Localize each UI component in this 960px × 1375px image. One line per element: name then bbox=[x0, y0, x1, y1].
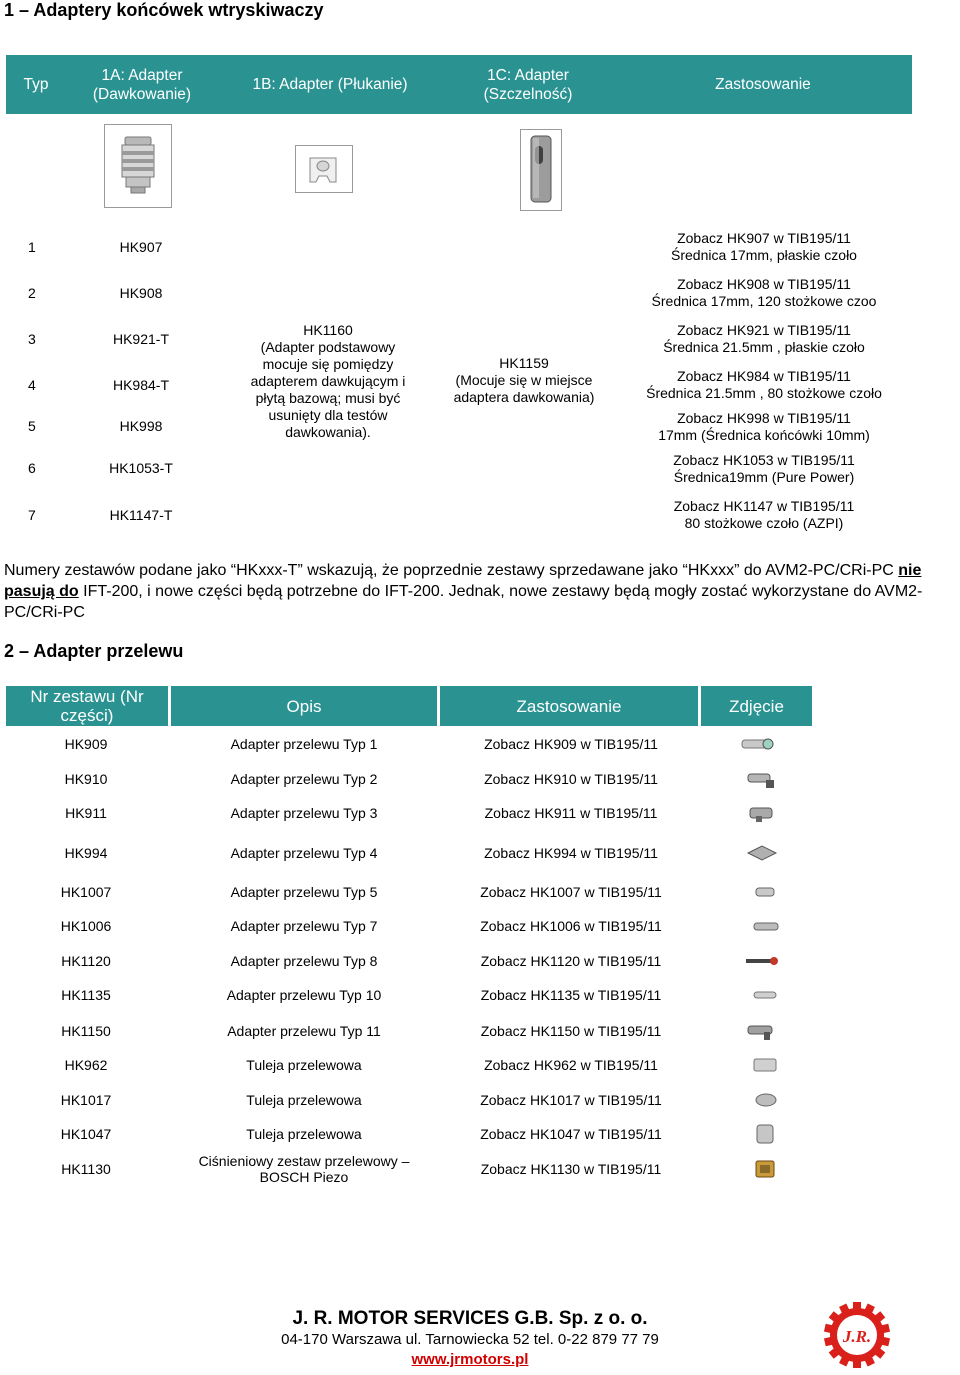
table-row bbox=[6, 946, 812, 976]
adapter-1c-image bbox=[520, 129, 562, 211]
adapter-1b-image bbox=[295, 145, 353, 193]
section-2-title: 2 – Adapter przelewu bbox=[4, 641, 184, 661]
part-photo bbox=[738, 733, 778, 755]
kit-code: HK1120 bbox=[61, 953, 111, 969]
table2-header bbox=[6, 686, 812, 726]
header-opis: Opis bbox=[171, 686, 437, 726]
description: Tuleja przelewowa bbox=[246, 1057, 362, 1073]
table-row bbox=[6, 877, 812, 907]
table-row bbox=[6, 1085, 812, 1115]
use-cell: Zobacz HK908 w TIB195/11 Średnica 17mm, 120 stożkowe czoo bbox=[651, 276, 877, 309]
description: Adapter przelewu Typ 3 bbox=[230, 805, 378, 821]
use: Zobacz HK1150 w TIB195/11 bbox=[480, 1023, 662, 1039]
company-address: 04-170 Warszawa ul. Tarnowiecka 52 tel. 0-22 879 77 79 bbox=[281, 1331, 659, 1348]
kit-code: HK1135 bbox=[61, 987, 111, 1003]
website-link[interactable]: www.jrmotors.pl bbox=[411, 1351, 529, 1368]
header-zdjecie: Zdjęcie bbox=[701, 686, 812, 726]
use: Zobacz HK994 w TIB195/11 bbox=[484, 845, 658, 861]
use-cell: Zobacz HK1147 w TIB195/11 80 stożkowe czoło (AZPI) bbox=[673, 498, 855, 531]
use: Zobacz HK1006 w TIB195/11 bbox=[480, 918, 662, 934]
part-photo bbox=[746, 1123, 786, 1145]
header-1b: 1B: Adapter (Płukanie) bbox=[252, 76, 408, 93]
table-row bbox=[6, 1016, 812, 1046]
kit-code: HK1017 bbox=[60, 1092, 112, 1108]
header-zastosowanie: Zastosowanie bbox=[715, 76, 811, 93]
kit-code: HK909 bbox=[64, 736, 108, 752]
kit-code: HK984-T bbox=[112, 376, 170, 393]
use-cell: Zobacz HK998 w TIB195/11 17mm (Średnica końcówki 10mm) bbox=[658, 410, 870, 443]
part-photo bbox=[746, 915, 786, 937]
use: Zobacz HK1007 w TIB195/11 bbox=[480, 884, 662, 900]
part-photo bbox=[746, 881, 786, 903]
use-cell: Zobacz HK984 w TIB195/11 Średnica 21.5mm , 80 stożkowe czoło bbox=[646, 368, 882, 401]
header-nr-zestawu: Nr zestawu (Nr części) bbox=[6, 686, 168, 726]
description: Ciśnieniowy zestaw przelewowy – BOSCH Piezo bbox=[198, 1153, 410, 1185]
description: Adapter przelewu Typ 8 bbox=[230, 953, 378, 969]
use: Zobacz HK1120 w TIB195/11 bbox=[480, 953, 662, 969]
row-number: 4 bbox=[28, 377, 36, 393]
use-cell: Zobacz HK907 w TIB195/11 Średnica 17mm, płaskie czoło bbox=[671, 230, 857, 263]
kit-code: HK921-T bbox=[112, 330, 170, 347]
description: Adapter przelewu Typ 7 bbox=[230, 918, 378, 934]
section-1-title: 1 – Adaptery końcówek wtryskiwaczy bbox=[4, 0, 324, 20]
row-number: 3 bbox=[28, 331, 36, 347]
description: Tuleja przelewowa bbox=[246, 1126, 362, 1142]
header-typ: Typ bbox=[23, 76, 49, 93]
part-photo bbox=[746, 1054, 786, 1076]
description: Adapter przelewu Typ 4 bbox=[230, 845, 378, 861]
company-name: J. R. MOTOR SERVICES G.B. Sp. z o. o. bbox=[292, 1308, 648, 1329]
header-1c: 1C: Adapter (Szczelność) bbox=[483, 66, 573, 103]
description: Adapter przelewu Typ 1 bbox=[230, 736, 378, 752]
description: Adapter przelewu Typ 2 bbox=[230, 771, 378, 787]
svg-text:J.R.: J.R. bbox=[842, 1327, 872, 1346]
kit-code: HK1047 bbox=[60, 1126, 112, 1142]
kit-code: HK911 bbox=[65, 805, 107, 821]
kit-code: HK962 bbox=[64, 1057, 108, 1073]
table-row bbox=[6, 980, 812, 1010]
use: Zobacz HK962 w TIB195/11 bbox=[484, 1057, 658, 1073]
use: Zobacz HK1017 w TIB195/11 bbox=[480, 1092, 662, 1108]
part-photo bbox=[742, 1020, 782, 1042]
part-photo bbox=[746, 984, 786, 1006]
company-logo bbox=[822, 1300, 892, 1370]
hk1160-description: HK1160 (Adapter podstawowy mocuje się pomiędzy adapterem dawkującym i płytą bazową; musi być usunięty dla testów dawkowania). bbox=[250, 322, 406, 440]
table-row bbox=[6, 1154, 812, 1184]
kit-code: HK1147-T bbox=[109, 506, 173, 523]
part-photo bbox=[742, 842, 782, 864]
kit-code: HK998 bbox=[119, 417, 163, 434]
use: Zobacz HK909 w TIB195/11 bbox=[484, 736, 658, 752]
kit-code: HK1150 bbox=[61, 1023, 111, 1039]
description: Tuleja przelewowa bbox=[246, 1092, 362, 1108]
use: Zobacz HK1130 w TIB195/11 bbox=[480, 1161, 662, 1177]
table-row bbox=[6, 764, 812, 794]
row-number: 6 bbox=[28, 460, 36, 476]
hk1159-description: HK1159 (Mocuje się w miejsce adaptera dawkowania) bbox=[453, 355, 595, 405]
header-1a: 1A: Adapter (Dawkowanie) bbox=[92, 66, 192, 103]
row-number: 5 bbox=[28, 418, 36, 434]
description: Adapter przelewu Typ 10 bbox=[226, 987, 382, 1003]
kit-code: HK908 bbox=[119, 284, 163, 301]
kit-code: HK907 bbox=[119, 238, 163, 255]
table-row bbox=[6, 1119, 812, 1149]
kit-code: HK910 bbox=[64, 771, 108, 787]
description: Adapter przelewu Typ 5 bbox=[230, 884, 378, 900]
use: Zobacz HK1135 w TIB195/11 bbox=[480, 987, 662, 1003]
part-photo bbox=[746, 1089, 786, 1111]
kit-code: HK994 bbox=[64, 845, 108, 861]
adapter-1a-image bbox=[104, 124, 172, 208]
part-photo bbox=[742, 950, 782, 972]
table-row bbox=[6, 729, 812, 759]
description: Adapter przelewu Typ 11 bbox=[227, 1023, 381, 1039]
table1-header bbox=[6, 55, 912, 114]
part-photo bbox=[746, 1158, 786, 1180]
compatibility-note: Numery zestawów podane jako “HKxxx-T” wskazują, że poprzednie zestawy sprzedawane jako “HKxxx” do AVM2-PC/CRi-PC nie pasują do IFT-200, i nowe części będą potrzebne do IFT-200. Jednak, nowe zestawy będą mogły zostać wykorzystane do AVM2-PC/CRi-PC bbox=[4, 562, 923, 621]
kit-code: HK1006 bbox=[60, 918, 112, 934]
table-row bbox=[6, 911, 812, 941]
table-row bbox=[6, 1050, 812, 1080]
kit-code: HK1053-T bbox=[109, 459, 173, 476]
use-cell: Zobacz HK921 w TIB195/11 Średnica 21.5mm , płaskie czoło bbox=[663, 322, 865, 355]
header-zastosowanie: Zastosowanie bbox=[440, 686, 698, 726]
kit-code: HK1130 bbox=[61, 1161, 111, 1177]
use-cell: Zobacz HK1053 w TIB195/11 Średnica19mm (Pure Power) bbox=[673, 452, 855, 485]
part-photo bbox=[742, 768, 782, 790]
use: Zobacz HK1047 w TIB195/11 bbox=[480, 1126, 662, 1142]
use: Zobacz HK911 w TIB195/11 bbox=[484, 805, 658, 821]
row-number: 1 bbox=[28, 239, 36, 255]
table-row bbox=[6, 838, 812, 868]
part-photo bbox=[742, 802, 782, 824]
table-row bbox=[6, 798, 812, 828]
kit-code: HK1007 bbox=[60, 884, 112, 900]
row-number: 7 bbox=[28, 507, 36, 523]
use: Zobacz HK910 w TIB195/11 bbox=[484, 771, 658, 787]
row-number: 2 bbox=[28, 285, 36, 301]
